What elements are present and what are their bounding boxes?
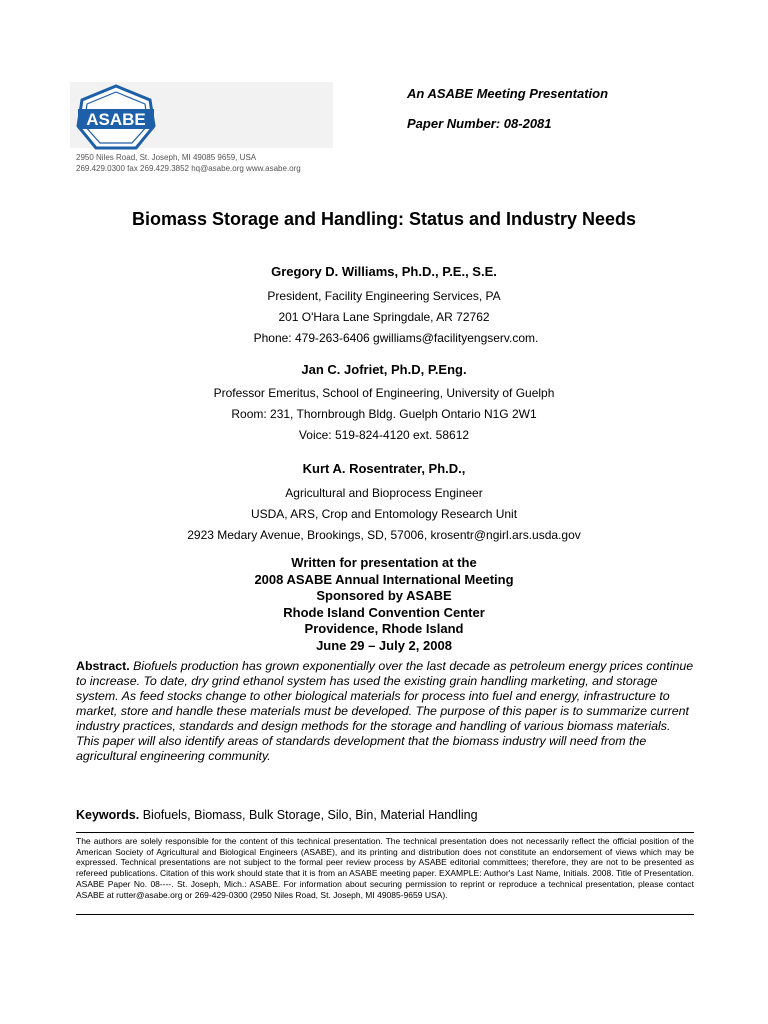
author-3-name: Kurt A. Rosentrater, Ph.D.,: [302, 461, 466, 476]
presentation-line: 2008 ASABE Annual International Meeting: [254, 571, 514, 587]
abstract-label: Abstract.: [76, 659, 130, 673]
author-2-name: Jan C. Jofriet, Ph.D, P.Eng.: [301, 362, 467, 377]
author-3-line-1: Agricultural and Bioprocess Engineer: [285, 486, 483, 500]
keywords-label: Keywords.: [76, 808, 140, 822]
author-1-line-2: 201 O'Hara Lane Springdale, AR 72762: [278, 310, 490, 324]
meeting-label: An ASABE Meeting Presentation: [407, 86, 609, 101]
author-1-name: Gregory D. Williams, Ph.D., P.E., S.E.: [271, 264, 497, 279]
svg-text:ASABE: ASABE: [86, 110, 146, 129]
presentation-line: June 29 – July 2, 2008: [316, 637, 452, 653]
paper-number: Paper Number: 08-2081: [407, 116, 552, 131]
abstract-text: Biofuels production has grown exponentially over the last decade as petroleum energy prices continue to increase. To date, dry grind ethanol system has used the existing grain handling marketing, and storage system. As feed stocks change to other biological materials for process into fuel and energy, infrastructure to market, store and handle these materials must be developed. The purpose of this paper is to summarize current industry practices, standards and design methods for the storage and handling of various biomass materials. This paper will also identify areas of standards development that the biomass industry will need from the agricultural engineering community.: [76, 659, 694, 763]
presentation-block: [0, 555, 768, 654]
divider-rule-bottom: [76, 914, 694, 915]
keywords-text: Biofuels, Biomass, Bulk Storage, Silo, Bin, Material Handling: [142, 808, 478, 822]
society-address: [76, 152, 346, 174]
author-2-line-1: Professor Emeritus, School of Engineering, University of Guelph: [213, 386, 555, 400]
asabe-logo-icon: [74, 84, 158, 152]
presentation-line: Sponsored by ASABE: [316, 588, 452, 603]
logo-banner: [70, 82, 333, 148]
author-3-line-2: USDA, ARS, Crop and Entomology Research Unit: [250, 507, 518, 521]
presentation-line: Written for presentation at the: [291, 555, 477, 570]
paper-title: Biomass Storage and Handling: Status and Industry Needs: [131, 209, 637, 229]
presentation-line: Rhode Island Convention Center: [283, 604, 485, 620]
keywords: [76, 808, 478, 822]
author-3-line-3: 2923 Medary Avenue, Brookings, SD, 57006, krosentr@ngirl.ars.usda.gov: [187, 528, 581, 542]
abstract: [76, 659, 696, 764]
address-line-1: 2950 Niles Road, St. Joseph, MI 49085 9659, USA: [76, 153, 257, 162]
author-1-line-1: President, Facility Engineering Services, PA: [267, 289, 501, 303]
author-1-line-3: Phone: 479-263-6406 gwilliams@facilityengserv.com.: [253, 331, 539, 345]
author-2-line-2: Room: 231, Thornbrough Bldg. Guelph Ontario N1G 2W1: [231, 407, 537, 421]
author-2-line-3: Voice: 519-824-4120 ext. 58612: [298, 428, 470, 442]
address-line-2: 269.429.0300 fax 269.429.3852 hq@asabe.org www.asabe.org: [76, 164, 301, 173]
disclaimer: The authors are solely responsible for the content of this technical presentation. The technical presentation does not necessarily reflect the official position of the American Society of Agricultural and Biological Engineers (ASABE), and its printing and distribution does not constitute an endorsement of views which may be expressed. Technical presentations are not subject to the formal peer review process by ASABE editorial committees; therefore, they are not to be presented as refereed publications. Citation of this work should state that it is from an ASABE meeting paper. EXAMPLE: Author's Last Name, Initials. 2008. Title of Presentation. ASABE Paper No. 08----. St. Joseph, Mich.: ASABE. For information about securing permission to reprint or reproduce a technical presentation, please contact ASABE at rutter@asabe.org or 269-429-0300 (2950 Niles Road, St. Joseph, MI 49085-9659 USA).: [76, 836, 694, 900]
divider-rule-top: [76, 832, 694, 833]
presentation-line: Providence, Rhode Island: [304, 621, 464, 636]
